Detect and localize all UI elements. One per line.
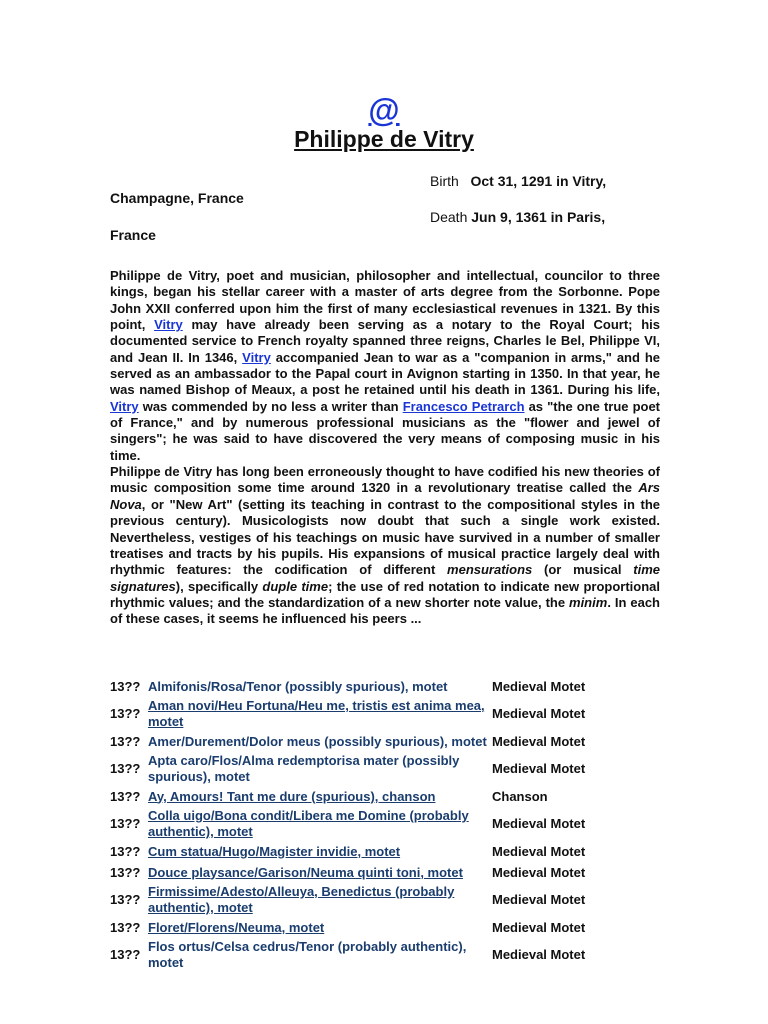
birth-place: Champagne, France	[110, 190, 244, 206]
work-title-cell	[148, 731, 492, 752]
work-title-cell	[148, 807, 492, 841]
work-title-link[interactable]: Colla uigo/Bona condit/Libera me Domine (probably authentic), motet	[148, 808, 469, 839]
work-title-link[interactable]: Ay, Amours! Tant me dure (spurious), chanson	[148, 788, 436, 804]
work-title-link[interactable]: Firmissime/Adesto/Alleuya, Benedictus (probably authentic), motet	[148, 884, 455, 915]
bio-text: , or "New Art" (setting its teaching in contrast to the compositional styles in the previous century). Musicologists now doubt that such a single work existed. Nevertheless, vestiges of his teachings on music have survived in a number of smaller treatises and tracts by his pupils. His expansions of musical practice largely deal with rhythmic features: the codification of different	[110, 496, 660, 578]
work-title-link[interactable]: Douce playsance/Garison/Neuma quinti toni, motet	[148, 864, 463, 880]
ars-nova-term: Ars Nova	[110, 480, 660, 512]
mensurations-term: mensurations	[447, 562, 533, 578]
work-year: 13??	[110, 816, 141, 831]
duple-time-term: duple time	[262, 578, 329, 594]
at-sign-link[interactable]: @	[368, 92, 400, 128]
work-genre: Medieval Motet	[492, 843, 586, 859]
work-title-cell	[148, 938, 492, 972]
bio-text: as "the one true poet of France," and by numerous professional musicians as the "flower and jewel of singers"; he was said to have discovered the very means of composing music in his time.	[110, 398, 661, 463]
work-row	[108, 731, 668, 752]
work-year: 13??	[110, 892, 141, 907]
work-year: 13??	[110, 733, 141, 749]
time-signatures-term: time signatures	[110, 562, 661, 594]
vitry-link[interactable]: Vitry	[110, 398, 139, 414]
work-genre: Medieval Motet	[492, 733, 586, 749]
bio-text: . In each of these cases, it seems he influenced his peers ...	[110, 594, 660, 627]
work-year: 13??	[110, 919, 141, 935]
work-title-link[interactable]: Aman novi/Heu Fortuna/Heu me, tristis est anima mea, motet	[148, 698, 485, 729]
bio-text: ), specifically	[175, 578, 263, 594]
work-year: 13??	[110, 843, 141, 859]
work-year: 13??	[110, 761, 141, 776]
death-place: France	[110, 227, 156, 243]
petrarch-link[interactable]: Francesco Petrarch	[402, 398, 525, 414]
work-title-link[interactable]: Cum statua/Hugo/Magister invidie, motet	[148, 843, 401, 859]
bio-text: Philippe de Vitry has long been erroneously thought to have codified his new theories of music composition some time around 1320 in a revolutionary treatise called the	[110, 464, 660, 496]
work-title-cell	[148, 697, 492, 731]
page-title: Philippe de Vitry	[294, 126, 474, 152]
work-title-cell	[148, 752, 492, 786]
work-year: 13??	[110, 706, 141, 721]
work-year: 13??	[110, 864, 141, 880]
work-title-link[interactable]: Amer/Durement/Dolor meus (possibly spurious), motet	[148, 733, 487, 749]
work-title-cell	[148, 883, 492, 917]
work-genre: Chanson	[492, 788, 548, 804]
work-genre: Medieval Motet	[492, 816, 586, 831]
minim-term: minim	[569, 594, 608, 610]
biography	[110, 268, 660, 628]
bio-text: ; the use of red notation to indicate new proportional rhythmic values; and the standardization of a new shorter note value, the	[110, 578, 660, 610]
work-row	[108, 752, 668, 786]
work-title-link[interactable]: Flos ortus/Celsa cedrus/Tenor (probably authentic), motet	[148, 939, 467, 970]
vitry-link[interactable]: Vitry	[242, 349, 271, 365]
work-title-cell	[148, 841, 492, 862]
work-row	[108, 786, 668, 807]
work-genre: Medieval Motet	[492, 947, 586, 962]
work-row	[108, 841, 668, 862]
work-title-link[interactable]: Apta caro/Flos/Alma redemptorisa mater (possibly spurious), motet	[148, 753, 460, 784]
bio-text: accompanied Jean to war as a "companion in arms," and he served as an ambassador to the Papal court in Avignon starting in 1350. In that year, he was named Bishop of Meaux, a post he retained until his death in 1361. During his life,	[110, 349, 660, 398]
bio-text: (or musical	[532, 562, 634, 578]
work-genre: Medieval Motet	[492, 919, 586, 935]
bio-paragraph-1	[110, 268, 660, 464]
birth-row	[110, 172, 670, 190]
work-row	[108, 883, 668, 917]
work-row	[108, 697, 668, 731]
work-row	[108, 938, 668, 972]
work-genre: Medieval Motet	[492, 678, 586, 694]
bio-text: Philippe de Vitry, poet and musician, philosopher and intellectual, councilor to three kings, began his stellar career with a master of arts degree from the Sorbonne. Pope John XXII conferred upon him the first of many ecclesiastical revenues in 1321. By this point,	[110, 268, 660, 333]
work-title-cell	[148, 786, 492, 807]
work-genre: Medieval Motet	[492, 864, 586, 880]
work-year: 13??	[110, 947, 141, 962]
work-genre: Medieval Motet	[492, 892, 586, 907]
work-row	[108, 862, 668, 883]
work-row	[108, 917, 668, 938]
work-row	[108, 807, 668, 841]
work-title-cell	[148, 862, 492, 883]
work-title-link[interactable]: Floret/Florens/Neuma, motet	[148, 919, 325, 935]
work-year: 13??	[110, 788, 141, 804]
death-value: Jun 9, 1361 in Paris,	[471, 209, 606, 225]
works-table	[108, 676, 668, 972]
bio-paragraph-2	[110, 464, 660, 627]
work-genre: Medieval Motet	[492, 761, 586, 776]
work-title-cell	[148, 917, 492, 938]
vitry-link[interactable]: Vitry	[154, 317, 183, 333]
work-genre: Medieval Motet	[492, 706, 586, 721]
work-title-link[interactable]: Almifonis/Rosa/Tenor (possibly spurious), motet	[148, 678, 448, 694]
death-label: Death	[430, 209, 468, 225]
work-title-cell	[148, 676, 492, 697]
death-row	[110, 208, 670, 226]
bio-text: was commended by no less a writer than	[138, 398, 403, 414]
bio-text: may have already been serving as a notary to the Royal Court; his documented service to French royalty spanned three reigns, Charles le Bel, Philippe VI, and Jean II. In 1346,	[110, 317, 660, 365]
birth-label: Birth	[430, 173, 459, 189]
work-year: 13??	[110, 678, 141, 694]
birth-value: Oct 31, 1291 in Vitry,	[470, 173, 607, 189]
work-row	[108, 676, 668, 697]
